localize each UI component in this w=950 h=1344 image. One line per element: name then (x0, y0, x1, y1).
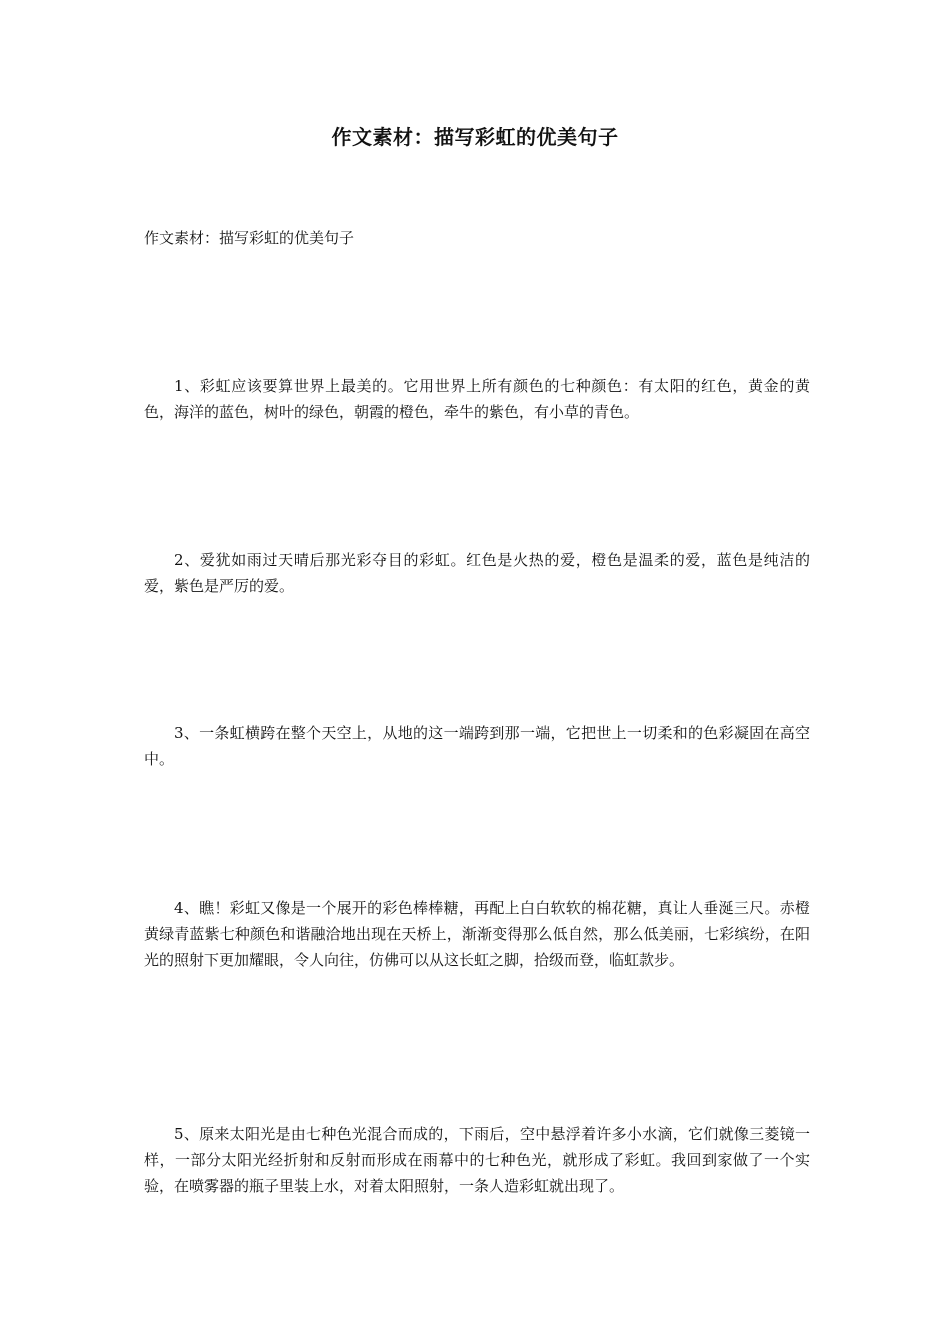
paragraph-2: 2、爱犹如雨过天晴后那光彩夺目的彩虹。红色是火热的爱，橙色是温柔的爱，蓝色是纯洁的爱，紫色是严厉的爱。 (144, 551, 810, 595)
paragraph-4: 4、瞧！彩虹又像是一个展开的彩色棒棒糖，再配上白白软软的棉花糖，真让人垂涎三尺。赤橙黄绿青蓝紫七种颜色和谐融洽地出现在天桥上，渐渐变得那么低自然，那么低美丽，七彩缤纷，在阳光的照射下更加耀眼，令人向往，仿佛可以从这长虹之脚，拾级而登，临虹款步。 (144, 899, 810, 969)
paragraph-5: 5、原来太阳光是由七种色光混合而成的，下雨后，空中悬浮着许多小水滴，它们就像三菱镜一样，一部分太阳光经折射和反射而形成在雨幕中的七种色光，就形成了彩虹。我回到家做了一个实验，在喷雾器的瓶子里装上水，对着太阳照射，一条人造彩虹就出现了。 (144, 1125, 810, 1195)
document-subtitle: 作文素材：描写彩虹的优美句子 (144, 229, 355, 247)
document-title: 作文素材：描写彩虹的优美句子 (331, 125, 619, 149)
paragraph-3: 3、一条虹横跨在整个天空上，从地的这一端跨到那一端，它把世上一切柔和的色彩凝固在高空中。 (144, 724, 810, 768)
paragraph-1: 1、彩虹应该要算世界上最美的。它用世界上所有颜色的七种颜色：有太阳的红色，黄金的黄色，海洋的蓝色，树叶的绿色，朝霞的橙色，牵牛的紫色，有小草的青色。 (144, 377, 810, 421)
